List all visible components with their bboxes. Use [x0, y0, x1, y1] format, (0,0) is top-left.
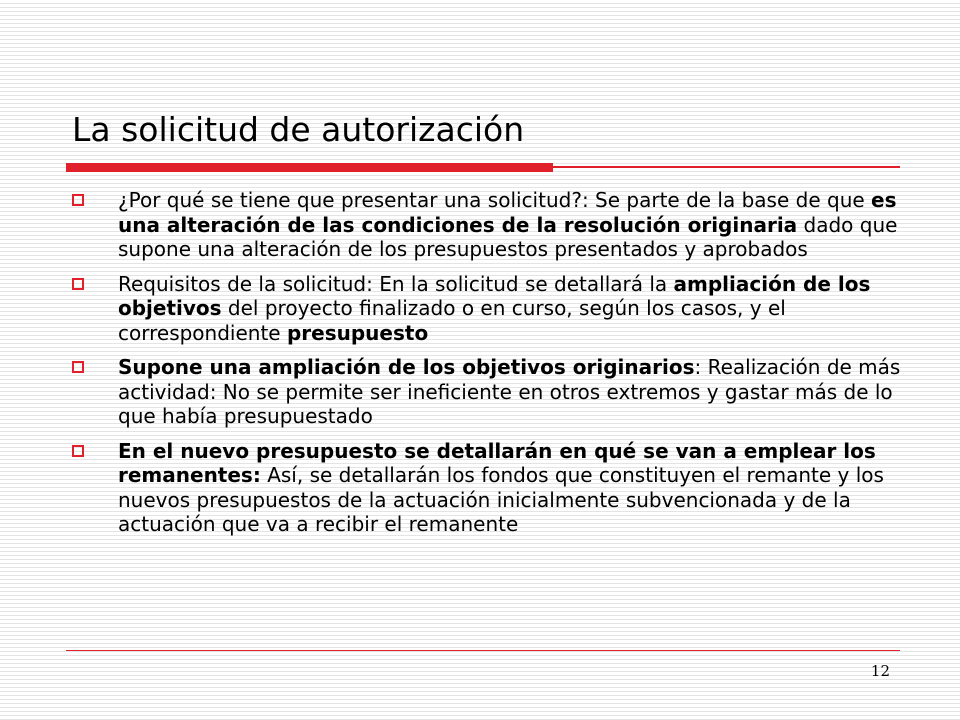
hollow-square-bullet-icon: [72, 445, 84, 457]
title-underline-thin: [553, 166, 900, 168]
hollow-square-bullet-icon: [72, 194, 84, 206]
bullet-item: [72, 439, 902, 537]
footer-divider: [66, 650, 900, 651]
bullet-item: [72, 188, 902, 262]
bullet-text: [118, 272, 870, 345]
bullet-text-bold: presupuesto: [286, 320, 429, 345]
bullet-text: [118, 188, 897, 261]
hollow-square-bullet-icon: [72, 361, 84, 373]
slide-title: La solicitud de autorización: [72, 110, 525, 149]
bullet-text: [118, 439, 884, 537]
bullet-item: [72, 272, 902, 346]
bullet-text-segment: del proyecto finalizado o en curso, según los casos, y el correspondiente: [118, 296, 786, 345]
title-underline-thick: [66, 163, 553, 172]
page-number: 12: [870, 662, 890, 680]
bullet-text-segment: : Realización de más actividad: No se permite ser ineficiente en otros extremos y gastar más de lo que había presupuestado: [118, 355, 901, 428]
bullet-text-segment: ¿Por qué se tiene que presentar una solicitud?: Se parte de la base de que: [118, 188, 872, 212]
bullet-list: [72, 188, 902, 547]
bullet-text-bold: es una alteración de las condiciones de la resolución originaria: [118, 188, 897, 237]
bullet-text-segment: Requisitos de la solicitud: En la solicitud se detallará la: [118, 271, 674, 296]
bullet-item: [72, 355, 902, 429]
bullet-text-bold: Supone una ampliación de los objetivos originarios: [118, 355, 695, 379]
bullet-text-bold: ampliación de los objetivos: [118, 271, 871, 320]
bullet-text-segment: dado que supone una alteración de los presupuestos presentados y aprobados: [118, 212, 898, 261]
bullet-text-bold: En el nuevo presupuesto se detallarán en qué se van a emplear los remanentes:: [118, 438, 876, 487]
hollow-square-bullet-icon: [72, 278, 84, 290]
bullet-text-segment: Así, se detallarán los fondos que constituyen el remante y los nuevos presupuestos de la actuación inicialmente subvencionada y de la actuación que va a recibir el remanente: [118, 463, 884, 536]
bullet-text: [118, 355, 900, 428]
